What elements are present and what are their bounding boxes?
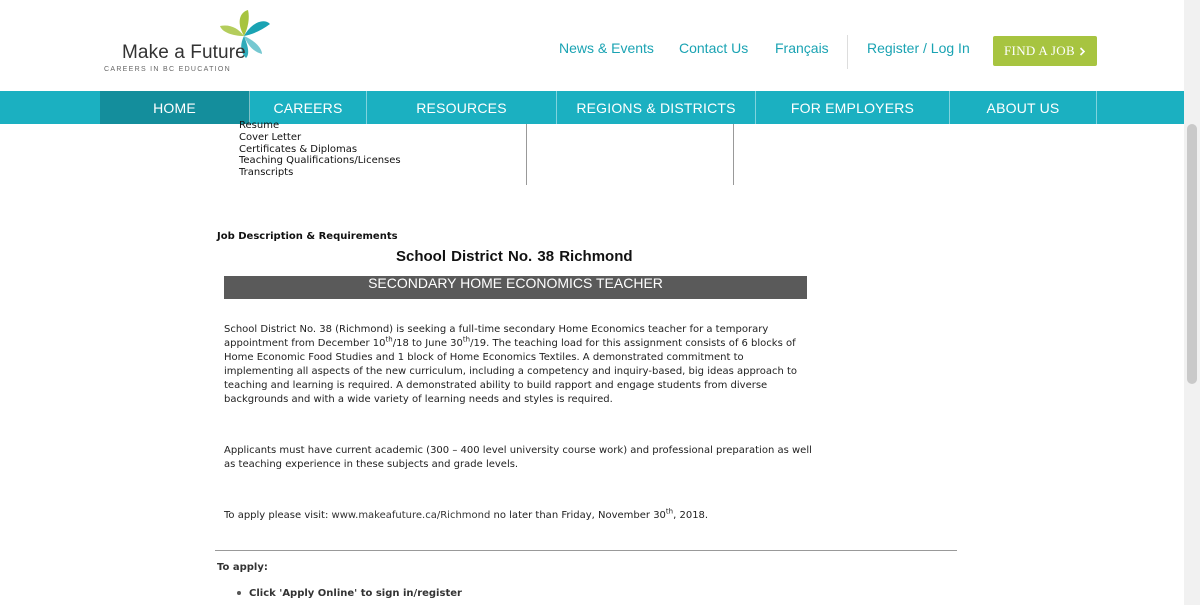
paragraph-text: School District No. 38 (Richmond) is seeking a full-time secondary Home Economics teacher for a temporary appointment from December 10: [224, 324, 769, 349]
list-item: Cover Letter: [239, 131, 302, 143]
apply-url-link[interactable]: www.makeafuture.ca/Richmond: [331, 510, 491, 521]
nav-for-employers[interactable]: FOR EMPLOYERS: [756, 91, 950, 124]
district-title: School District No. 38 Richmond: [396, 248, 633, 265]
required-documents-list: [239, 120, 401, 179]
list-item: Teaching Qualifications/Licenses: [239, 155, 401, 167]
column-divider: [526, 124, 527, 185]
site-logo[interactable]: [100, 8, 275, 78]
nav-about-us[interactable]: ABOUT US: [950, 91, 1097, 124]
list-item: Resume: [239, 120, 280, 131]
to-apply-heading: To apply:: [217, 562, 268, 573]
find-a-job-label: FIND A JOB: [1004, 43, 1075, 58]
list-item: [237, 588, 462, 599]
main-nav: [0, 91, 1200, 124]
paragraph-text: /19. The teaching load for this assignment consists of 6 blocks of Home Economic Food Studies and 1 block of Home Economics Textiles. A demonstrated commitment to implementing all aspects of the new curriculum, including a competency and inquiry-based, big ideas approach to teaching and learning is required. A demonstrated ability to build rapport and engage students from diverse backgrounds and with a wide variety of learning needs and styles is required.: [224, 338, 797, 405]
contact-us-link[interactable]: Contact Us: [679, 40, 749, 56]
register-login-link[interactable]: Register / Log In: [867, 40, 970, 56]
bullet-icon: [237, 591, 241, 595]
paragraph-text: To apply please visit:: [224, 510, 332, 521]
paragraph-text: , 2018.: [673, 510, 709, 521]
column-divider: [733, 124, 734, 185]
job-description-heading: Job Description & Requirements: [217, 231, 398, 242]
logo-tagline: CAREERS IN BC EDUCATION: [104, 66, 232, 73]
page-scrollbar[interactable]: [1184, 0, 1200, 605]
logo-title: Make a Future: [122, 42, 246, 63]
superscript: th: [385, 335, 393, 344]
chevron-right-icon: [1079, 47, 1086, 56]
list-item: Certificates & Diplomas: [239, 143, 358, 155]
nav-careers[interactable]: CAREERS: [250, 91, 367, 124]
francais-link[interactable]: Français: [775, 40, 829, 56]
header-divider: [847, 35, 848, 69]
superscript: th: [665, 507, 674, 516]
job-title-banner: SECONDARY HOME ECONOMICS TEACHER: [224, 276, 807, 299]
requirements-paragraph: Applicants must have current academic (300 – 400 level university course work) and professional preparation as well as teaching experience in these subjects and grade levels.: [224, 445, 812, 470]
paragraph-text: /18 to June 30: [392, 338, 463, 349]
scrollbar-thumb[interactable]: [1187, 124, 1197, 384]
superscript: th: [462, 335, 471, 344]
section-divider: [215, 550, 957, 551]
paragraph-text: no later than Friday, November 30: [490, 510, 666, 521]
list-item: Transcripts: [239, 167, 294, 179]
find-a-job-button[interactable]: [993, 36, 1097, 66]
job-description-paragraph: [224, 323, 814, 407]
site-header: [0, 0, 1200, 91]
nav-resources[interactable]: RESOURCES: [367, 91, 557, 124]
news-events-link[interactable]: News & Events: [559, 40, 654, 56]
nav-home[interactable]: HOME: [100, 91, 250, 124]
nav-regions-districts[interactable]: REGIONS & DISTRICTS: [557, 91, 756, 124]
apply-step-text: Click 'Apply Online' to sign in/register: [249, 588, 462, 599]
apply-instructions-paragraph: [224, 509, 814, 523]
